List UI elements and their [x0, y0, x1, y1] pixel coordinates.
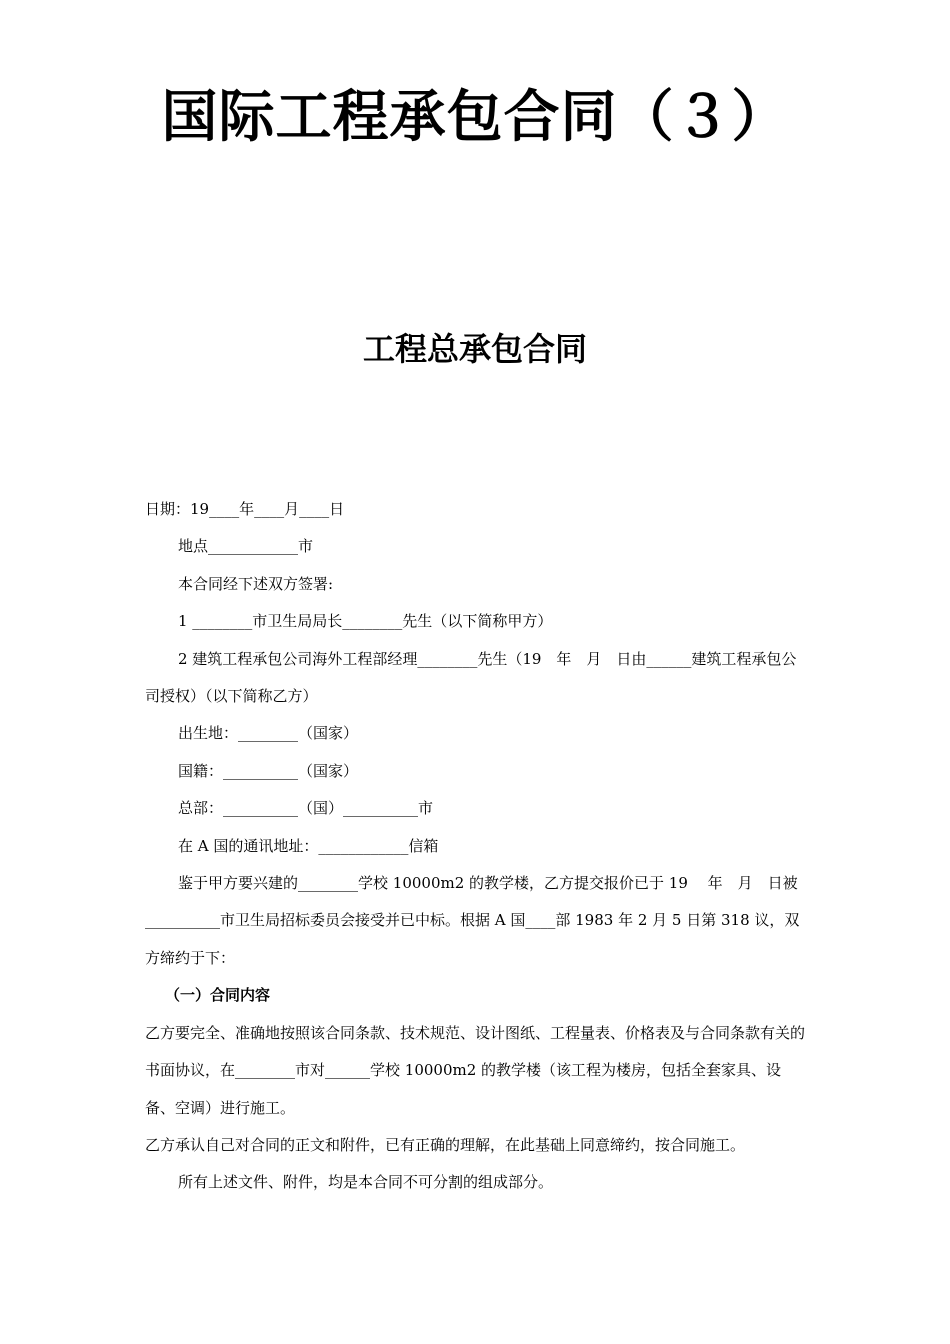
- section-1-heading: （一）合同内容: [165, 986, 271, 1005]
- document-title: 国际工程承包合同（３）: [161, 85, 789, 150]
- contract-subtitle: 工程总承包合同: [362, 330, 587, 368]
- content-paragraph-3: 所有上述文件、附件，均是本合同不可分割的组成部分。: [178, 1173, 554, 1192]
- address-line: 在 A 国的通讯地址：____________信箱: [178, 836, 439, 855]
- content-paragraph-2: 乙方承认自己对合同的正文和附件，已有正确的理解，在此基础上同意缔约，按合同施工。: [145, 1135, 746, 1154]
- date-line: 日期：19____年____月____日: [145, 500, 345, 518]
- nationality-line: 国籍：__________（国家）: [178, 761, 359, 780]
- contract-body: [145, 491, 809, 1202]
- headquarters-line: 总部：__________（国）__________市: [178, 799, 434, 818]
- whereas-paragraph: 鉴于甲方要兴建的________学校 10000m2 的教学楼，乙方提交报价已于 19 年 月 日被__________市卫生局招标委员会接受并已中标。根据 A 国____部 1983 年 2 月 5 日第 318 议，双方缔约于下：: [145, 874, 800, 967]
- party-b-paragraph: 2 建筑工程承包公司海外工程部经理________先生（19 年 月 日由______建筑工程承包公司授权）（以下简称乙方）: [145, 649, 797, 706]
- party-a-line: 1 ________市卫生局局长________先生（以下简称甲方）: [178, 612, 553, 631]
- signed-by-line: 本合同经下述双方签署:: [178, 574, 334, 593]
- place-line: 地点____________市: [178, 537, 314, 556]
- content-paragraph-1: 乙方要完全、准确地按照该合同条款、技术规范、设计图纸、工程量表、价格表及与合同条款有关的书面协议，在________市对______学校 10000m2 的教学楼（该工程为楼房，包括全套家具、设备、空调）进行施工。: [145, 1023, 806, 1117]
- birthplace-line: 出生地：________（国家）: [178, 724, 359, 743]
